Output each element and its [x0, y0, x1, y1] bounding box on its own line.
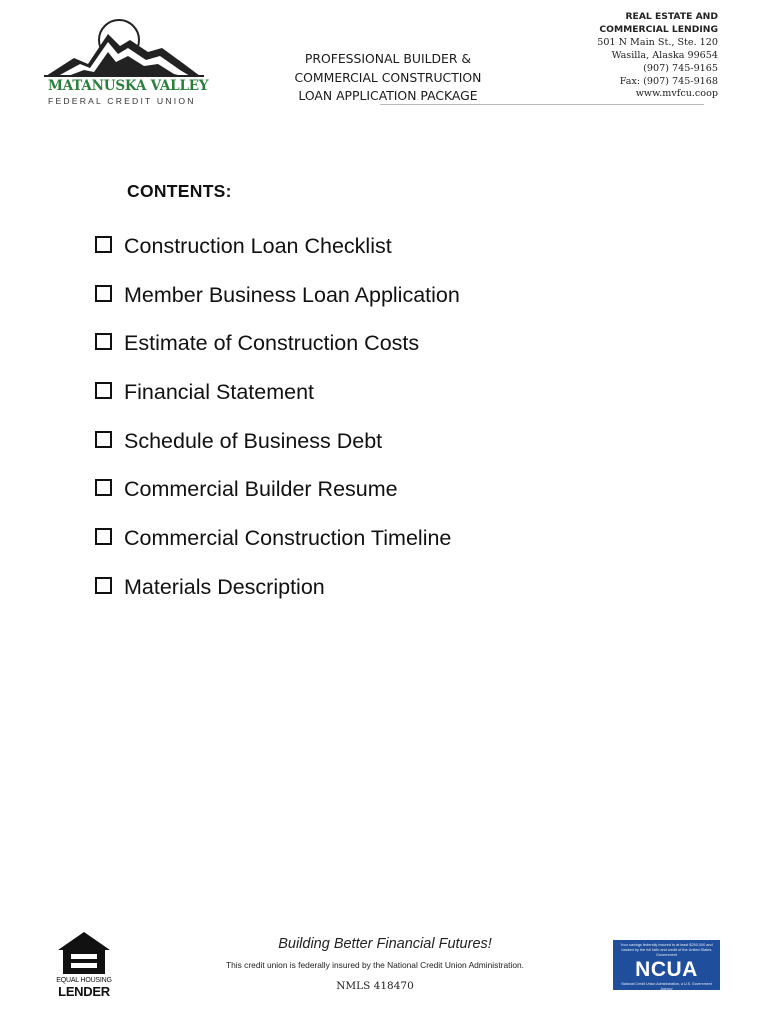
checkbox[interactable] — [95, 285, 112, 302]
checkbox[interactable] — [95, 333, 112, 350]
ncua-mark: NCUA — [635, 958, 698, 981]
checklist-item — [95, 514, 460, 563]
footer-tagline: Building Better Financial Futures! — [278, 936, 492, 952]
checklist-item — [95, 417, 460, 466]
checkbox[interactable] — [95, 479, 112, 496]
checkbox[interactable] — [95, 431, 112, 448]
header-divider — [380, 104, 704, 105]
contents-heading: CONTENTS: — [127, 181, 232, 201]
checklist-item-label: Financial Statement — [124, 379, 315, 404]
department-line: COMMERCIAL LENDING — [599, 23, 718, 35]
checkbox[interactable] — [95, 382, 112, 399]
lender-text: LENDER — [58, 984, 110, 999]
checklist-item-label: Estimate of Construction Costs — [124, 331, 420, 356]
checkbox[interactable] — [95, 528, 112, 545]
checkbox[interactable] — [95, 236, 112, 253]
package-title-line: PROFESSIONAL BUILDER & — [304, 51, 472, 66]
checklist-item-label: Commercial Builder Resume — [124, 477, 398, 502]
checklist-item — [95, 271, 460, 320]
checklist-item-label: Materials Description — [124, 574, 325, 599]
checklist-item — [95, 319, 460, 368]
package-title-line: COMMERCIAL CONSTRUCTION — [294, 69, 482, 85]
department-line: REAL ESTATE AND — [625, 11, 718, 22]
insurance-notice: This credit union is federally insured by the National Credit Union Administration. — [226, 960, 524, 970]
mountain-logo-icon — [44, 18, 204, 80]
ncua-badge — [613, 940, 720, 990]
checklist-item — [95, 563, 460, 612]
credit-union-logo — [44, 18, 209, 108]
phone-number: (907) 745-9165 — [643, 62, 718, 74]
package-title-line: LOAN APPLICATION PACKAGE — [298, 88, 478, 103]
checklist-item — [95, 465, 460, 514]
website-link[interactable]: www.mvfcu.coop — [635, 88, 718, 100]
logo-subtitle: FEDERAL CREDIT UNION — [48, 96, 196, 106]
address-line: 501 N Main St., Ste. 120 — [597, 36, 718, 48]
logo-name: MATANUSKA VALLEY — [48, 78, 209, 94]
checklist-item — [95, 222, 460, 271]
ncua-top-text: Your savings federally insured to at least $250,000 and backed by the full faith and credit of the United States Government — [620, 943, 713, 957]
ncua-bottom-text: National Credit Union Administration, a U.S. Government Agency — [621, 982, 712, 991]
fax-number: Fax: (907) 745-9168 — [619, 75, 718, 87]
equal-housing-text: EQUAL HOUSING — [56, 977, 112, 984]
checkbox[interactable] — [95, 577, 112, 594]
checklist-item-label: Schedule of Business Debt — [124, 428, 383, 453]
package-title — [270, 50, 506, 106]
nmls-number: NMLS 418470 — [336, 980, 414, 992]
address-line: Wasilla, Alaska 99654 — [611, 49, 718, 61]
checklist-item — [95, 368, 460, 417]
checklist-item-label: Commercial Construction Timeline — [124, 525, 452, 550]
checklist-item-label: Construction Loan Checklist — [124, 233, 392, 258]
contents-checklist — [95, 222, 460, 612]
checklist-item-label: Member Business Loan Application — [124, 282, 460, 307]
contact-block — [597, 11, 718, 101]
